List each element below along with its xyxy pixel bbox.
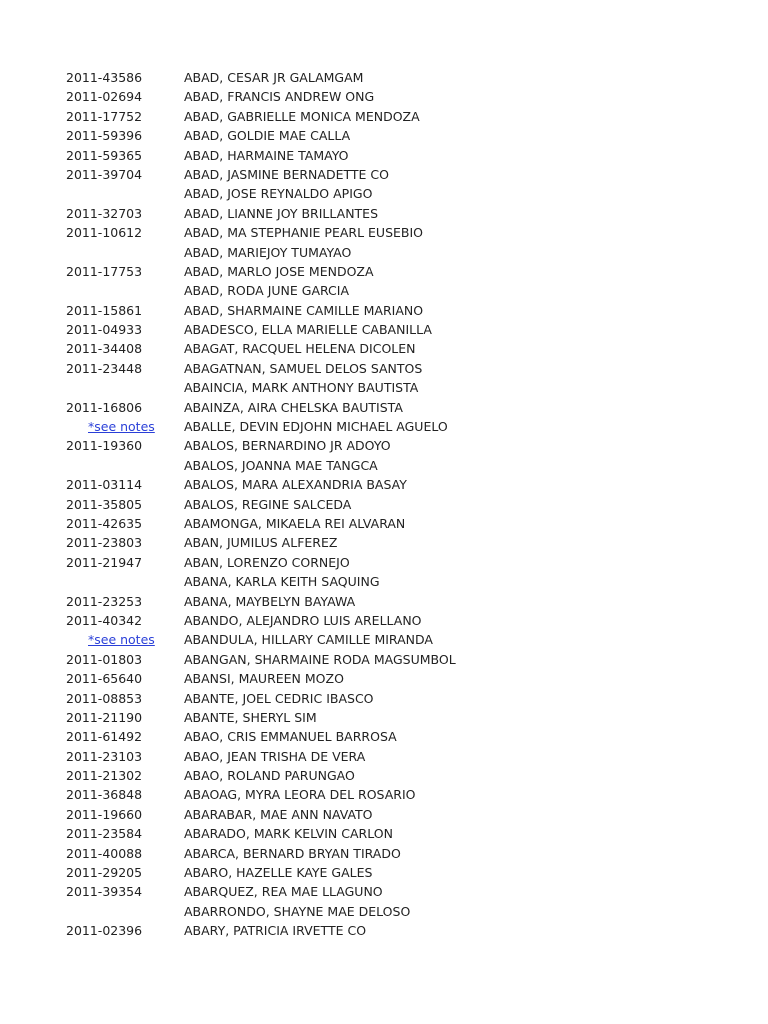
student-name: ABARY, PATRICIA IRVETTE CO xyxy=(184,923,367,939)
student-number: 2011-17753 xyxy=(66,263,143,279)
student-number: 2011-16806 xyxy=(66,399,143,415)
student-name: ABAO, ROLAND PARUNGAO xyxy=(184,768,355,784)
see-notes-link[interactable]: *see notes xyxy=(88,632,155,648)
student-name: ABANA, KARLA KEITH SAQUING xyxy=(184,574,380,590)
list-item xyxy=(0,785,768,804)
list-item xyxy=(0,223,768,242)
list-item xyxy=(0,747,768,766)
student-number: 2011-10612 xyxy=(66,225,143,241)
list-item xyxy=(0,165,768,184)
student-number: 2011-36848 xyxy=(66,787,143,803)
list-item xyxy=(0,146,768,165)
student-number: 2011-59396 xyxy=(66,128,143,144)
list-item xyxy=(0,882,768,901)
list-item xyxy=(0,630,768,649)
student-name: ABAD, LIANNE JOY BRILLANTES xyxy=(184,205,379,221)
list-item xyxy=(0,611,768,630)
list-item xyxy=(0,805,768,824)
student-number: 2011-02694 xyxy=(66,89,143,105)
student-number: 2011-40342 xyxy=(66,612,143,628)
list-item xyxy=(0,339,768,358)
student-number: 2011-02396 xyxy=(66,923,143,939)
student-number: 2011-43586 xyxy=(66,70,143,85)
list-item xyxy=(0,650,768,669)
student-number: 2011-65640 xyxy=(66,671,143,687)
list-item xyxy=(0,126,768,145)
student-number: 2011-34408 xyxy=(66,341,143,357)
list-item xyxy=(0,262,768,281)
list-item xyxy=(0,863,768,882)
student-name: ABAN, JUMILUS ALFEREZ xyxy=(184,535,338,551)
student-number: 2011-23448 xyxy=(66,360,143,376)
student-name: ABAD, HARMAINE TAMAYO xyxy=(184,147,349,163)
student-name: ABARO, HAZELLE KAYE GALES xyxy=(184,865,373,881)
student-name: ABARABAR, MAE ANN NAVATO xyxy=(184,806,373,822)
student-name: ABALLE, DEVIN EDJOHN MICHAEL AGUELO xyxy=(184,419,448,435)
list-item xyxy=(0,533,768,552)
student-number: 2011-29205 xyxy=(66,865,143,881)
list-item xyxy=(0,87,768,106)
student-name: ABANDO, ALEJANDRO LUIS ARELLANO xyxy=(184,612,422,628)
student-name: ABAINZA, AIRA CHELSKA BAUTISTA xyxy=(184,399,403,415)
student-name: ABAGATNAN, SAMUEL DELOS SANTOS xyxy=(184,360,423,376)
student-name: ABANTE, SHERYL SIM xyxy=(184,709,317,725)
list-item xyxy=(0,844,768,863)
student-name: ABAINCIA, MARK ANTHONY BAUTISTA xyxy=(184,380,419,396)
student-number: 2011-39354 xyxy=(66,884,143,900)
student-name: ABAD, MARLO JOSE MENDOZA xyxy=(184,263,374,279)
student-name: ABAN, LORENZO CORNEJO xyxy=(184,554,350,570)
student-name: ABAD, GABRIELLE MONICA MENDOZA xyxy=(184,108,420,124)
student-name: ABAMONGA, MIKAELA REI ALVARAN xyxy=(184,515,406,531)
student-number: 2011-19360 xyxy=(66,438,143,454)
student-name: ABAGAT, RACQUEL HELENA DICOLEN xyxy=(184,341,416,357)
student-number: 2011-42635 xyxy=(66,515,143,531)
student-number: 2011-23253 xyxy=(66,593,143,609)
student-name: ABALOS, JOANNA MAE TANGCA xyxy=(184,457,378,473)
student-name: ABAD, CESAR JR GALAMGAM xyxy=(184,70,364,85)
student-number: 2011-23584 xyxy=(66,826,143,842)
student-number: 2011-23803 xyxy=(66,535,143,551)
student-number: 2011-19660 xyxy=(66,806,143,822)
student-name: ABAD, JASMINE BERNADETTE CO xyxy=(184,166,389,182)
student-name: ABANTE, JOEL CEDRIC IBASCO xyxy=(184,690,374,706)
list-item xyxy=(0,592,768,611)
list-item xyxy=(0,689,768,708)
student-number: 2011-15861 xyxy=(66,302,143,318)
student-name: ABAD, FRANCIS ANDREW ONG xyxy=(184,89,375,105)
student-number: 2011-39704 xyxy=(66,166,143,182)
list-item xyxy=(0,708,768,727)
list-item xyxy=(0,184,768,203)
student-name: ABARCA, BERNARD BRYAN TIRADO xyxy=(184,845,401,861)
student-name: ABALOS, BERNARDINO JR ADOYO xyxy=(184,438,391,454)
student-list xyxy=(0,68,768,941)
list-item xyxy=(0,727,768,746)
list-item xyxy=(0,514,768,533)
student-name: ABAO, JEAN TRISHA DE VERA xyxy=(184,748,366,764)
student-name: ABANSI, MAUREEN MOZO xyxy=(184,671,344,687)
student-name: ABALOS, MARA ALEXANDRIA BASAY xyxy=(184,477,407,493)
student-name: ABANGAN, SHARMAINE RODA MAGSUMBOL xyxy=(184,651,456,667)
list-item xyxy=(0,766,768,785)
student-number: 2011-03114 xyxy=(66,477,143,493)
list-item xyxy=(0,359,768,378)
list-item xyxy=(0,204,768,223)
see-notes-link[interactable]: *see notes xyxy=(88,419,155,435)
student-number: 2011-04933 xyxy=(66,322,143,338)
student-name: ABANA, MAYBELYN BAYAWA xyxy=(184,593,356,609)
list-item xyxy=(0,921,768,940)
list-item xyxy=(0,572,768,591)
student-number: 2011-08853 xyxy=(66,690,143,706)
student-number: 2011-23103 xyxy=(66,748,143,764)
student-number: 2011-21947 xyxy=(66,554,143,570)
student-name: ABAO, CRIS EMMANUEL BARROSA xyxy=(184,729,397,745)
list-item xyxy=(0,669,768,688)
list-item xyxy=(0,553,768,572)
student-number: 2011-01803 xyxy=(66,651,143,667)
student-number: 2011-61492 xyxy=(66,729,143,745)
list-item xyxy=(0,436,768,455)
list-item xyxy=(0,281,768,300)
list-item xyxy=(0,495,768,514)
student-name: ABARADO, MARK KELVIN CARLON xyxy=(184,826,393,842)
student-number: 2011-21190 xyxy=(66,709,143,725)
list-item xyxy=(0,243,768,262)
student-name: ABARRONDO, SHAYNE MAE DELOSO xyxy=(184,903,411,919)
student-name: ABAD, JOSE REYNALDO APIGO xyxy=(184,186,373,202)
list-item xyxy=(0,456,768,475)
student-name: ABADESCO, ELLA MARIELLE CABANILLA xyxy=(184,322,432,338)
list-item xyxy=(0,475,768,494)
list-item xyxy=(0,320,768,339)
student-number: 2011-59365 xyxy=(66,147,143,163)
student-name: ABAD, MARIEJOY TUMAYAO xyxy=(184,244,352,260)
student-name: ABARQUEZ, REA MAE LLAGUNO xyxy=(184,884,383,900)
student-number: 2011-21302 xyxy=(66,768,143,784)
list-item xyxy=(0,417,768,436)
student-name: ABALOS, REGINE SALCEDA xyxy=(184,496,352,512)
student-number: 2011-40088 xyxy=(66,845,143,861)
list-item xyxy=(0,902,768,921)
list-item xyxy=(0,301,768,320)
student-name: ABAOAG, MYRA LEORA DEL ROSARIO xyxy=(184,787,416,803)
student-name: ABAD, GOLDIE MAE CALLA xyxy=(184,128,351,144)
list-item xyxy=(0,824,768,843)
student-number: 2011-17752 xyxy=(66,108,143,124)
student-name: ABAD, RODA JUNE GARCIA xyxy=(184,283,350,299)
student-number: 2011-35805 xyxy=(66,496,143,512)
student-name: ABAD, SHARMAINE CAMILLE MARIANO xyxy=(184,302,424,318)
list-item xyxy=(0,378,768,397)
student-number: 2011-32703 xyxy=(66,205,143,221)
student-name: ABAD, MA STEPHANIE PEARL EUSEBIO xyxy=(184,225,424,241)
student-name: ABANDULA, HILLARY CAMILLE MIRANDA xyxy=(184,632,433,648)
list-item xyxy=(0,107,768,126)
list-item xyxy=(0,398,768,417)
list-item xyxy=(0,68,768,87)
